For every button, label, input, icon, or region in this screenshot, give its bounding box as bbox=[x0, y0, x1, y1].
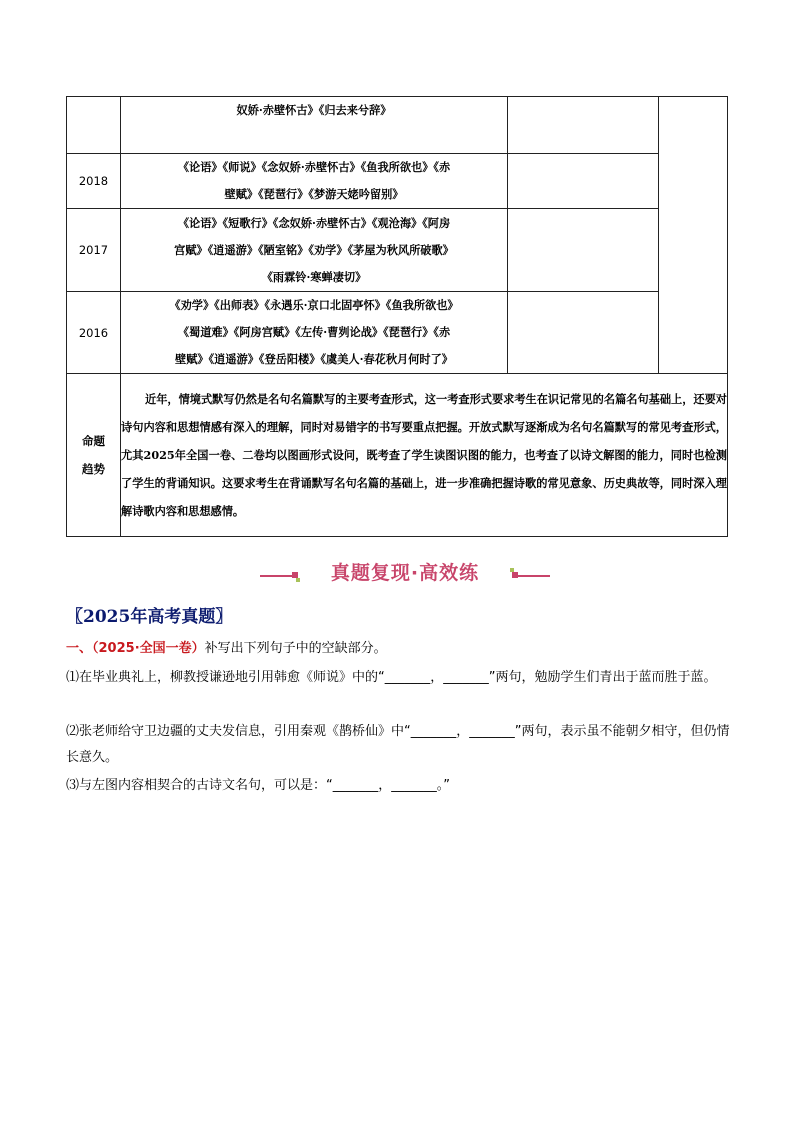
empty-cell bbox=[508, 209, 659, 292]
table-row bbox=[67, 97, 728, 154]
question-item: ⑴在毕业典礼上，柳教授谦逊地引用韩愈《师说》中的“_______，_______”两句，勉励学生们青出于蓝而胜于蓝。 bbox=[66, 670, 717, 685]
table-row bbox=[67, 292, 728, 374]
question-header bbox=[66, 636, 730, 662]
works-cell bbox=[121, 154, 508, 209]
question-source: （2025·全国一卷） bbox=[92, 641, 205, 656]
works-cell bbox=[121, 209, 508, 292]
year-cell: 2016 bbox=[67, 292, 121, 374]
trend-label-line: 趋势 bbox=[82, 462, 105, 476]
trend-label bbox=[67, 374, 121, 537]
question-item: ⑵张老师给守卫边疆的丈夫发信息，引用秦观《鹊桥仙》中“_______，_______”两句，表示虽不能朝夕相守，但仍情长意久。 bbox=[66, 724, 730, 765]
empty-cell bbox=[508, 154, 659, 209]
trend-label-line: 命题 bbox=[82, 434, 105, 448]
works-line: 壁赋》《琵琶行》《梦游天姥吟留别》 bbox=[224, 187, 404, 201]
empty-cell bbox=[508, 292, 659, 374]
works-line: 《蜀道难》《阿房宫赋》《左传·曹刿论战》《琵琶行》《赤 bbox=[177, 325, 451, 339]
works-line: 奴娇·赤壁怀古》《归去来兮辞》 bbox=[236, 103, 392, 117]
question-number: 一、 bbox=[66, 641, 93, 656]
works-line: 《论语》《师说》《念奴娇·赤壁怀古》《鱼我所欲也》《赤 bbox=[177, 160, 451, 174]
works-line: 壁赋》《逍遥游》《登岳阳楼》《虞美人·春花秋月何时了》 bbox=[175, 352, 453, 366]
question-item: ⑶与左图内容相契合的古诗文名句，可以是：“_______，_______。” bbox=[66, 778, 450, 793]
exam-trend-table bbox=[66, 96, 728, 537]
trend-text-cell bbox=[121, 374, 728, 537]
trend-text: 近年，情境式默写仍然是名句名篇默写的主要考查形式，这一考查形式要求考生在识记常见的名篇名句基础上，还要对诗句内容和思想情感有深入的理解，同时对易错字的书写要重点把握。开放式默写逐渐成为名句名篇默写的常见考查形式，尤其2025年全国一卷、二卷均以图画形式设问，既考查了学生读图识图的能力，也考查了以诗文解图的能力，同时也检测了学生的背诵知识。这要求考生在背诵默写名句名篇的基础上，进一步准确把握诗歌的常见意象、历史典故等，同时深入理解诗歌内容和思想感情。 bbox=[121, 392, 727, 518]
works-line: 《劝学》《出师表》《永遇乐·京口北固亭怀》《鱼我所欲也》 bbox=[169, 298, 459, 312]
empty-cell bbox=[508, 97, 659, 154]
works-cell bbox=[121, 97, 508, 154]
works-line: 《雨霖铃·寒蝉凄切》 bbox=[261, 269, 367, 284]
question-instruction: 补写出下列句子中的空缺部分。 bbox=[204, 641, 387, 656]
year-cell: 2018 bbox=[67, 154, 121, 209]
section-banner bbox=[258, 558, 552, 588]
table-row bbox=[67, 209, 728, 292]
empty-cell bbox=[659, 97, 728, 374]
section-title: 〖2025年高考真题〗 bbox=[66, 607, 233, 627]
works-cell bbox=[121, 292, 508, 374]
table-row bbox=[67, 154, 728, 209]
year-cell bbox=[67, 97, 121, 154]
works-line: 《论语》《短歌行》《念奴娇·赤壁怀古》《观沧海》《阿房 bbox=[177, 215, 451, 230]
banner-title: 真题复现·高效练 bbox=[330, 562, 480, 584]
table-row bbox=[67, 374, 728, 537]
works-line: 宫赋》《逍遥游》《陋室铭》《劝学》《茅屋为秋风所破歌》 bbox=[174, 242, 454, 257]
year-cell: 2017 bbox=[67, 209, 121, 292]
